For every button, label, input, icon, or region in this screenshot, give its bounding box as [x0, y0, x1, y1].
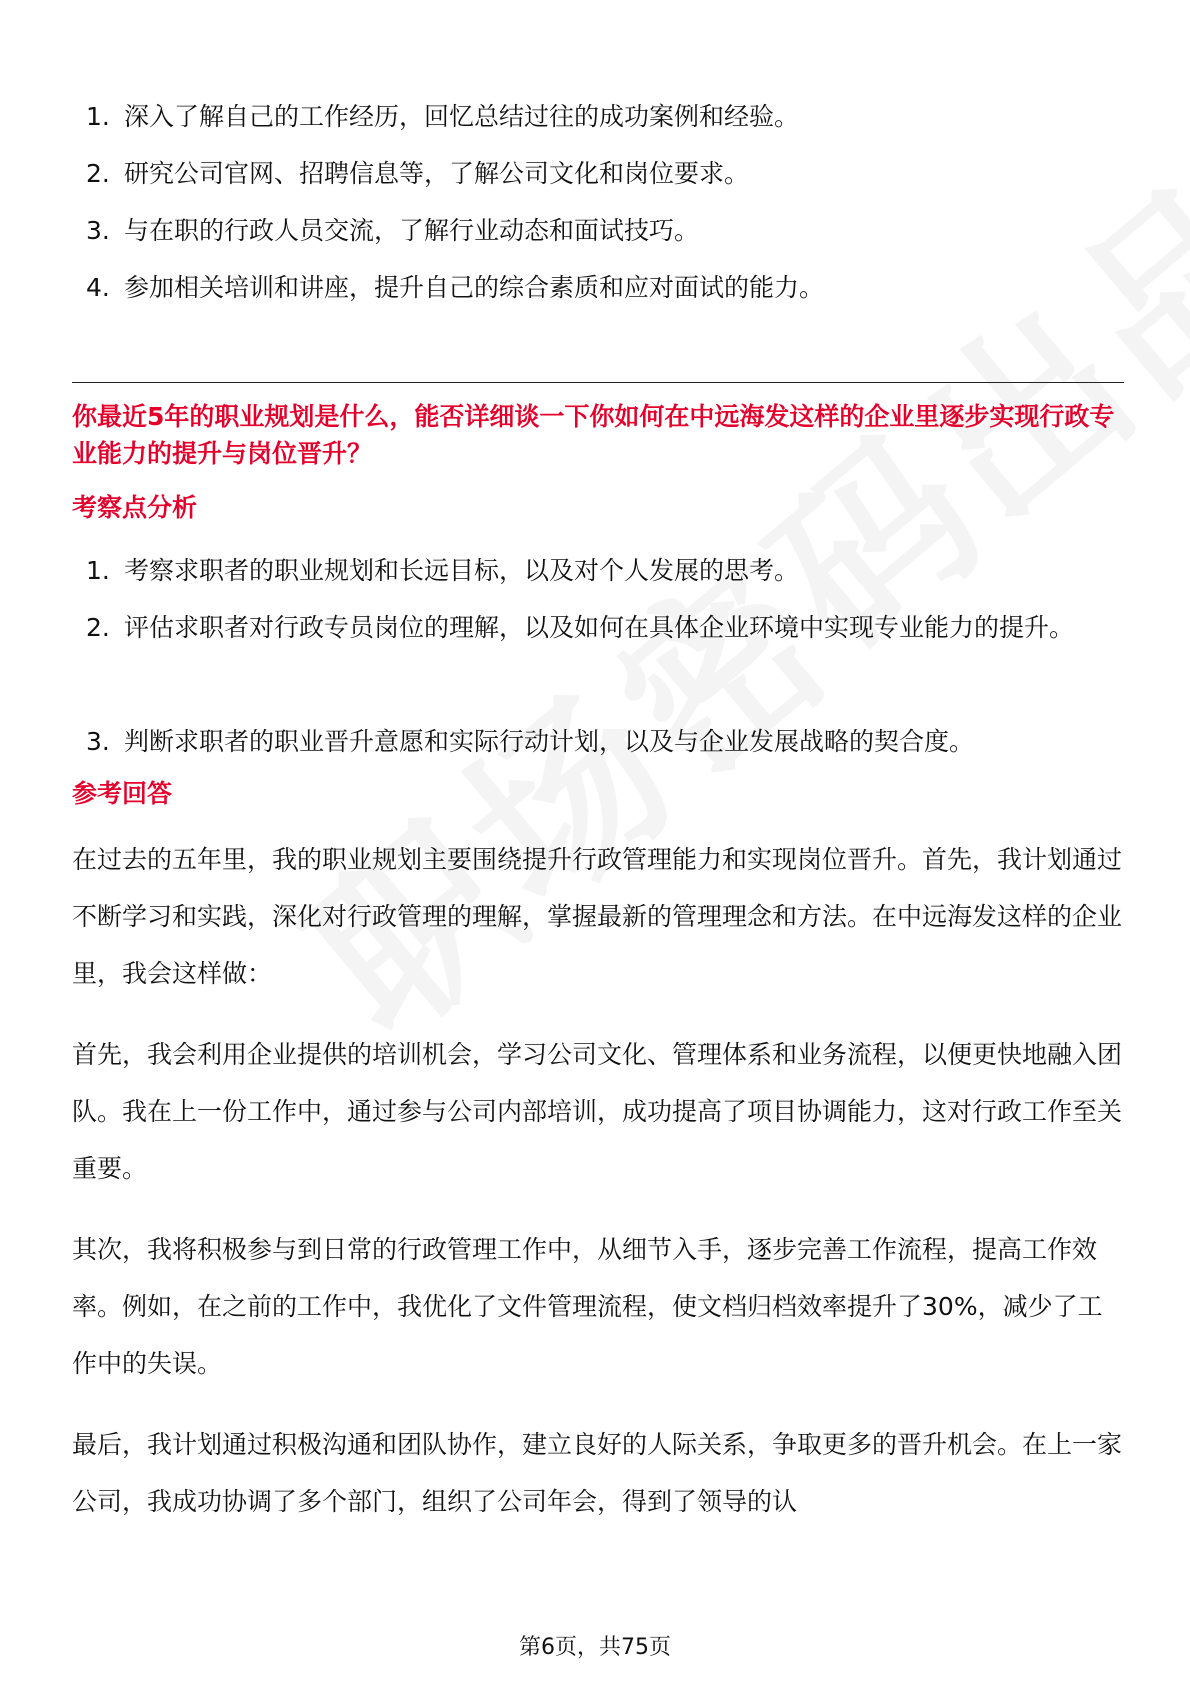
list-text: 深入了解自己的工作经历，回忆总结过往的成功案例和经验。 [124, 102, 800, 131]
list-text: 参加相关培训和讲座，提升自己的综合素质和应对面试的能力。 [124, 273, 825, 302]
answer-paragraph: 最后，我计划通过积极沟通和团队协作，建立良好的人际关系，争取更多的晋升机会。在上一家公司，我成功协调了多个部门，组织了公司年会，得到了领导的认 [72, 1430, 1123, 1516]
list-text: 与在职的行政人员交流，了解行业动态和面试技巧。 [124, 216, 700, 245]
list-number: 3. [86, 727, 110, 756]
section-divider [72, 382, 1124, 383]
answer-paragraph: 在过去的五年里，我的职业规划主要围绕提升行政管理能力和实现岗位晋升。首先，我计划通过不断学习和实践，深化对行政管理的理解，掌握最新的管理理念和方法。在中远海发这样的企业里，我会这样做： [72, 845, 1123, 988]
list-number: 2. [86, 613, 110, 642]
list-item [0, 259, 1190, 316]
analysis-list [0, 542, 1190, 770]
analysis-heading: 考察点分析 [72, 493, 198, 522]
list-number: 1. [86, 556, 110, 585]
list-item [0, 88, 1190, 145]
list-item [0, 542, 1190, 599]
list-text: 考察求职者的职业规划和长远目标，以及对个人发展的思考。 [124, 556, 800, 585]
answer-heading: 参考回答 [72, 779, 173, 808]
list-item [0, 145, 1190, 202]
answer-paragraph: 首先，我会利用企业提供的培训机会，学习公司文化、管理体系和业务流程，以便更快地融入团队。我在上一份工作中，通过参与公司内部培训，成功提高了项目协调能力，这对行政工作至关重要。 [72, 1040, 1123, 1183]
question-heading: 你最近5年的职业规划是什么，能否详细谈一下你如何在中远海发这样的企业里逐步实现行政专业能力的提升与岗位晋升？ [72, 402, 1115, 468]
list-text: 评估求职者对行政专员岗位的理解，以及如何在具体企业环境中实现专业能力的提升。 [124, 613, 1075, 642]
list-number: 2. [86, 159, 110, 188]
list-item [0, 202, 1190, 259]
list-number: 4. [86, 273, 110, 302]
page-footer: 第6页，共75页 [519, 1635, 671, 1660]
prep-list [0, 88, 1190, 316]
list-number: 1. [86, 102, 110, 131]
list-item [0, 713, 1190, 770]
list-number: 3. [86, 216, 110, 245]
answer-paragraph: 其次，我将积极参与到日常的行政管理工作中，从细节入手，逐步完善工作流程，提高工作效率。例如，在之前的工作中，我优化了文件管理流程，使文档归档效率提升了30%，减少了工作中的失误。 [72, 1235, 1103, 1378]
list-text: 研究公司官网、招聘信息等，了解公司文化和岗位要求。 [124, 159, 750, 188]
list-text: 判断求职者的职业晋升意愿和实际行动计划，以及与企业发展战略的契合度。 [124, 727, 975, 756]
list-item [0, 599, 1190, 713]
